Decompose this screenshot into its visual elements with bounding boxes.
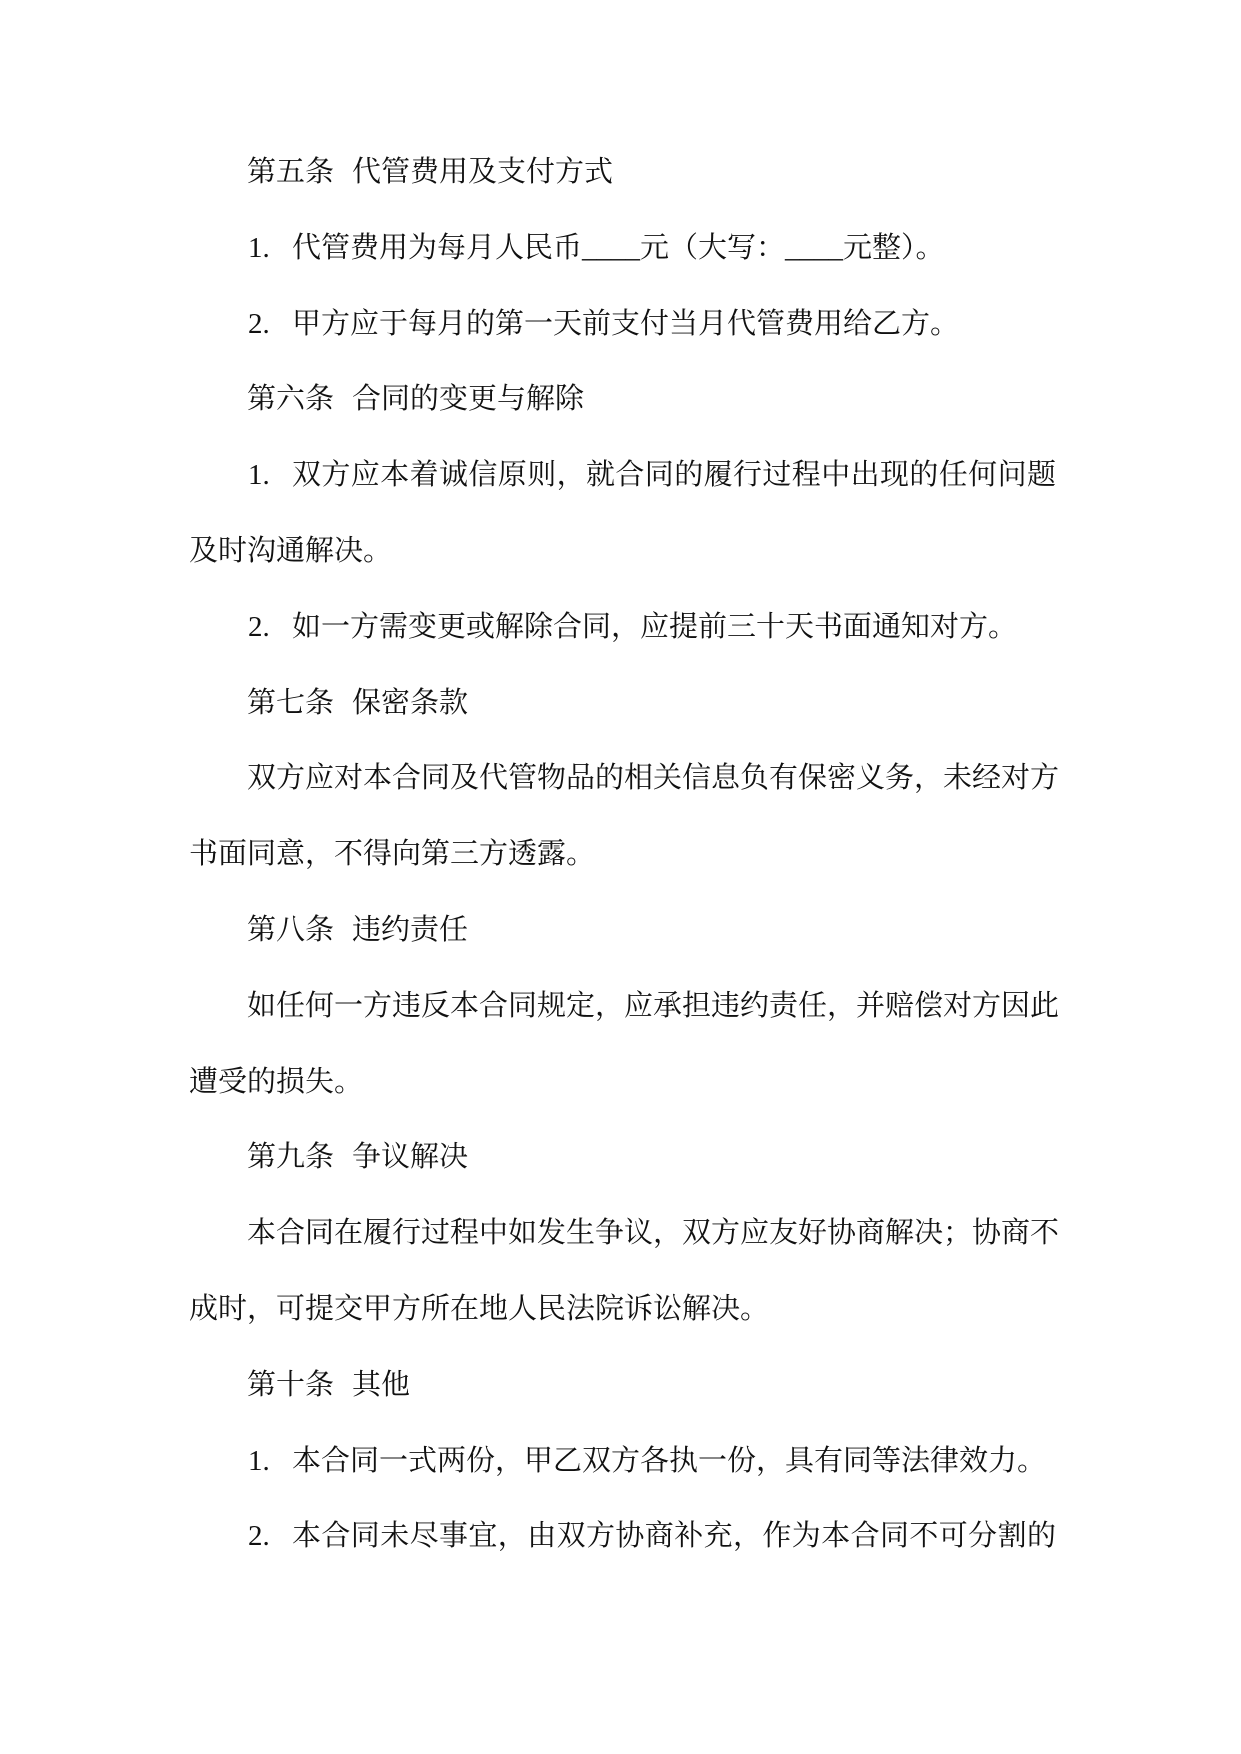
article-heading	[247, 379, 584, 419]
clause-text: 代管费用为每月人民币____元（大写：____元整）。	[292, 232, 945, 264]
clause-number: 2.	[248, 611, 270, 643]
clause-continuation: 及时沟通解决。	[189, 535, 393, 567]
numbered-clause	[0, 1516, 1241, 1556]
article-title: 违约责任	[352, 914, 469, 946]
article-title: 保密条款	[352, 687, 469, 719]
article-number: 第七条	[247, 687, 335, 719]
article-number: 第八条	[247, 914, 335, 946]
article-heading	[247, 152, 613, 192]
article-heading	[247, 910, 468, 950]
paragraph-continuation: 遭受的损失。	[189, 1066, 364, 1098]
article-heading	[247, 683, 468, 723]
paragraph-line: 本合同在履行过程中如发生争议，双方应友好协商解决；协商不	[247, 1217, 1060, 1249]
clause-text: 本合同一式两份，甲乙双方各执一份，具有同等法律效力。	[292, 1445, 1047, 1477]
clause-text: 甲方应于每月的第一天前支付当月代管费用给乙方。	[292, 308, 960, 340]
article-heading	[247, 1137, 468, 1177]
clause-number: 2.	[248, 1520, 270, 1552]
paragraph-line: 双方应对本合同及代管物品的相关信息负有保密义务，未经对方	[247, 762, 1060, 794]
paragraph-continuation: 成时，可提交甲方所在地人民法院诉讼解决。	[189, 1293, 770, 1325]
clause-text: 如一方需变更或解除合同，应提前三十天书面通知对方。	[292, 611, 1018, 643]
article-title: 代管费用及支付方式	[352, 156, 614, 188]
article-number: 第十条	[247, 1369, 335, 1401]
clause-number: 1.	[248, 232, 270, 264]
article-title: 争议解决	[352, 1141, 469, 1173]
article-title: 合同的变更与解除	[352, 383, 585, 415]
article-number: 第九条	[247, 1141, 335, 1173]
article-heading	[247, 1365, 410, 1405]
clause-text: 本合同未尽事宜，由双方协商补充，作为本合同不可分割的	[292, 1520, 1056, 1552]
numbered-clause	[0, 1441, 1241, 1481]
article-title: 其他	[352, 1369, 411, 1401]
numbered-clause	[0, 455, 1241, 495]
paragraph-line: 如任何一方违反本合同规定，应承担违约责任，并赔偿对方因此	[247, 990, 1060, 1022]
clause-number: 1.	[248, 459, 270, 491]
paragraph-continuation: 书面同意，不得向第三方透露。	[189, 838, 596, 870]
numbered-clause	[0, 228, 1241, 268]
clause-number: 2.	[248, 308, 270, 340]
numbered-clause	[0, 304, 1241, 344]
clause-number: 1.	[248, 1445, 270, 1477]
article-number: 第五条	[247, 156, 335, 188]
numbered-clause	[0, 607, 1241, 647]
article-number: 第六条	[247, 383, 335, 415]
clause-text: 双方应本着诚信原则，就合同的履行过程中出现的任何问题	[292, 459, 1056, 491]
